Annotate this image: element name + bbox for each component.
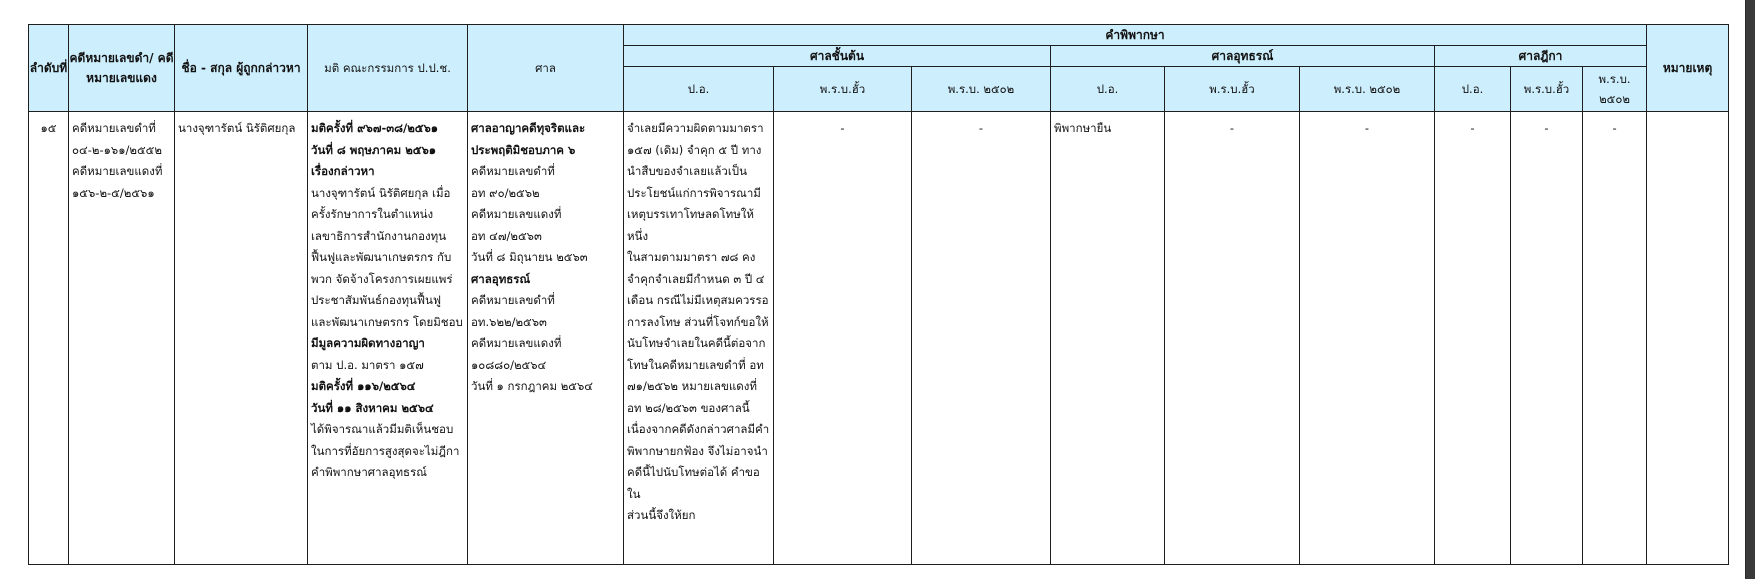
resolution-line: ในการที่อัยการสูงสุดจะไม่ฎีกา <box>311 443 460 458</box>
court-line: คดีหมายเลขดำที่ <box>471 293 555 307</box>
court-line: คดีหมายเลขดำที่ <box>471 164 555 178</box>
resolution-line: นางจุฑารัตน์ นิรัติศยกุล เมื่อ <box>311 185 451 200</box>
cell-supreme-act-2502: - <box>1583 112 1647 565</box>
case-line: ๑๕๖-๒-๕/๒๕๖๑ <box>72 185 155 200</box>
judgment-line: จำคุกจำเลยมีกำหนด ๓ ปี ๔ <box>627 271 765 286</box>
header-supreme-act-hua: พ.ร.บ.ฮั้ว <box>1511 67 1583 112</box>
judgment-line: อท ๒๘/๒๕๖๓ ของศาลนี้ <box>627 400 750 415</box>
resolution-line: มติครั้งที่ ๑๑๖/๒๕๖๔ <box>311 379 416 393</box>
header-defendant: ชื่อ - สกุล ผู้ถูกกล่าวหา <box>175 25 308 112</box>
header-court-supreme: ศาลฎีกา <box>1435 46 1647 67</box>
judgment-line: ๑๕๗ (เดิม) จำคุก ๕ ปี ทาง <box>627 142 762 157</box>
resolution-line: เรื่องกล่าวหา <box>311 164 375 178</box>
resolution-line: มีมูลความผิดทางอาญา <box>311 336 425 350</box>
cell-first-act-hua: - <box>774 112 912 565</box>
judgment-line: เหตุบรรเทาโทษลดโทษให้หนึ่ง <box>627 207 754 243</box>
cell-appeal-act-hua: - <box>1165 112 1300 565</box>
resolution-line: ได้พิจารณาแล้วมีมติเห็นชอบ <box>311 422 454 436</box>
judgment-line: คดีนี้ไปนับโทษต่อได้ คำขอใน <box>627 465 760 501</box>
case-line: คดีหมายเลขแดงที่ <box>72 164 163 178</box>
cell-order: ๑๕ <box>29 112 69 565</box>
resolution-line: พวก จัดจ้างโครงการเผยแพร่ <box>311 271 453 286</box>
judgment-line: ประโยชน์แก่การพิจารณามี <box>627 185 761 200</box>
header-order: ลำดับที่ <box>29 25 69 112</box>
header-appeal-act-hua: พ.ร.บ.ฮั้ว <box>1165 67 1300 112</box>
header-supreme-act-2502: พ.ร.บ. ๒๕๐๒ <box>1583 67 1647 112</box>
header-case-numbers: คดีหมายเลขดำ/ คดีหมายเลขแดง <box>69 25 175 112</box>
judgment-line: ๗๑/๒๕๖๒ หมายเลขแดงที่ <box>627 379 757 393</box>
cell-supreme-act-hua: - <box>1511 112 1583 565</box>
table-row <box>29 112 1729 565</box>
resolution-line: ตาม ป.อ. มาตรา ๑๕๗ <box>311 357 424 372</box>
judgment-line: นำสืบของจำเลยแล้วเป็น <box>627 164 747 178</box>
resolution-line: และพัฒนาเกษตรกร โดยมิชอบ <box>311 314 463 329</box>
judgment-line: พิพากษายกฟ้อง จึงไม่อาจนำ <box>627 443 768 458</box>
resolution-line: มติครั้งที่ ๙๖๗-๓๘/๒๕๖๑ <box>311 121 439 135</box>
cell-appeal-criminal-code: พิพากษายืน <box>1051 112 1165 565</box>
resolution-line: วันที่ ๑๑ สิงหาคม ๒๕๖๔ <box>311 400 434 415</box>
cell-first-act-2502: - <box>912 112 1051 565</box>
header-remarks: หมายเหตุ <box>1647 25 1729 112</box>
resolution-line: ประชาสัมพันธ์กองทุนฟื้นฟู <box>311 293 442 307</box>
judgment-line: เดือน กรณีไม่มีเหตุสมควรรอ <box>627 293 769 307</box>
court-line: คดีหมายเลขแดงที่ <box>471 207 562 221</box>
header-court-appeal: ศาลอุทธรณ์ <box>1051 46 1435 67</box>
case-line: ๐๔-๒-๑๖๑/๒๕๕๒ <box>72 142 162 157</box>
header-appeal-act-2502: พ.ร.บ. ๒๕๐๒ <box>1300 67 1435 112</box>
judgment-line: นับโทษจำเลยในคดีนี้ต่อจาก <box>627 336 766 350</box>
cell-appeal-act-2502: - <box>1300 112 1435 565</box>
judgment-line: การลงโทษ ส่วนที่โจทก์ขอให้ <box>627 314 769 329</box>
resolution-line: ฟื้นฟูและพัฒนาเกษตรกร กับ <box>311 250 452 264</box>
header-court-first: ศาลชั้นต้น <box>624 46 1051 67</box>
court-line: อท.๖๒๒/๒๕๖๓ <box>471 314 547 329</box>
resolution-line: วันที่ ๘ พฤษภาคม ๒๕๖๑ <box>311 142 437 157</box>
cell-resolution <box>308 112 468 565</box>
header-first-criminal-code: ป.อ. <box>624 67 774 112</box>
header-first-act-hua: พ.ร.บ.ฮั้ว <box>774 67 912 112</box>
cell-first-criminal-code <box>624 112 774 565</box>
judgment-line: โทษในคดีหมายเลขดำที่ อท <box>627 357 764 372</box>
judgment-line: เนื่องจากคดีดังกล่าวศาลมีคำ <box>627 422 770 436</box>
judgment-line: ในสามตามมาตรา ๗๘ คง <box>627 250 756 264</box>
judgment-table <box>28 24 1729 565</box>
judgment-line: ส่วนนี้จึงให้ยก <box>627 508 696 522</box>
resolution-line: คำพิพากษาศาลอุทธรณ์ <box>311 465 427 479</box>
header-judgment: คำพิพากษา <box>624 25 1647 46</box>
court-line: อท ๔๗/๒๕๖๓ <box>471 228 542 243</box>
resolution-line: ครั้งรักษาการในตำแหน่ง <box>311 207 434 221</box>
court-line: อท ๙๐/๒๕๖๒ <box>471 185 540 200</box>
court-line: ศาลอาญาคดีทุจริตและ <box>471 121 586 135</box>
header-resolution: มติ คณะกรรมการ ป.ป.ช. <box>308 25 468 112</box>
header-court: ศาล <box>468 25 624 112</box>
court-line: วันที่ ๘ มิถุนายน ๒๕๖๓ <box>471 250 588 264</box>
court-line: คดีหมายเลขแดงที่ <box>471 336 562 350</box>
case-line: คดีหมายเลขดำที่ <box>72 121 156 135</box>
court-line: วันที่ ๑ กรกฎาคม ๒๕๖๔ <box>471 379 594 393</box>
judgment-line: จำเลยมีความผิดตามมาตรา <box>627 121 764 135</box>
resolution-line: เลขาธิการสำนักงานกองทุน <box>311 228 447 243</box>
cell-defendant: นางจุฑารัตน์ นิรัติศยกุล <box>175 112 308 565</box>
header-first-act-2502: พ.ร.บ. ๒๕๐๒ <box>912 67 1051 112</box>
court-line: ศาลอุทธรณ์ <box>471 271 531 286</box>
cell-remarks <box>1647 112 1729 565</box>
header-supreme-criminal-code: ป.อ. <box>1435 67 1511 112</box>
court-line: ประพฤติมิชอบภาค ๖ <box>471 142 576 157</box>
header-appeal-criminal-code: ป.อ. <box>1051 67 1165 112</box>
court-line: ๑๐๘๘๐/๒๕๖๔ <box>471 357 547 372</box>
cell-court <box>468 112 624 565</box>
cell-supreme-criminal-code: - <box>1435 112 1511 565</box>
cell-case-numbers <box>69 112 175 565</box>
